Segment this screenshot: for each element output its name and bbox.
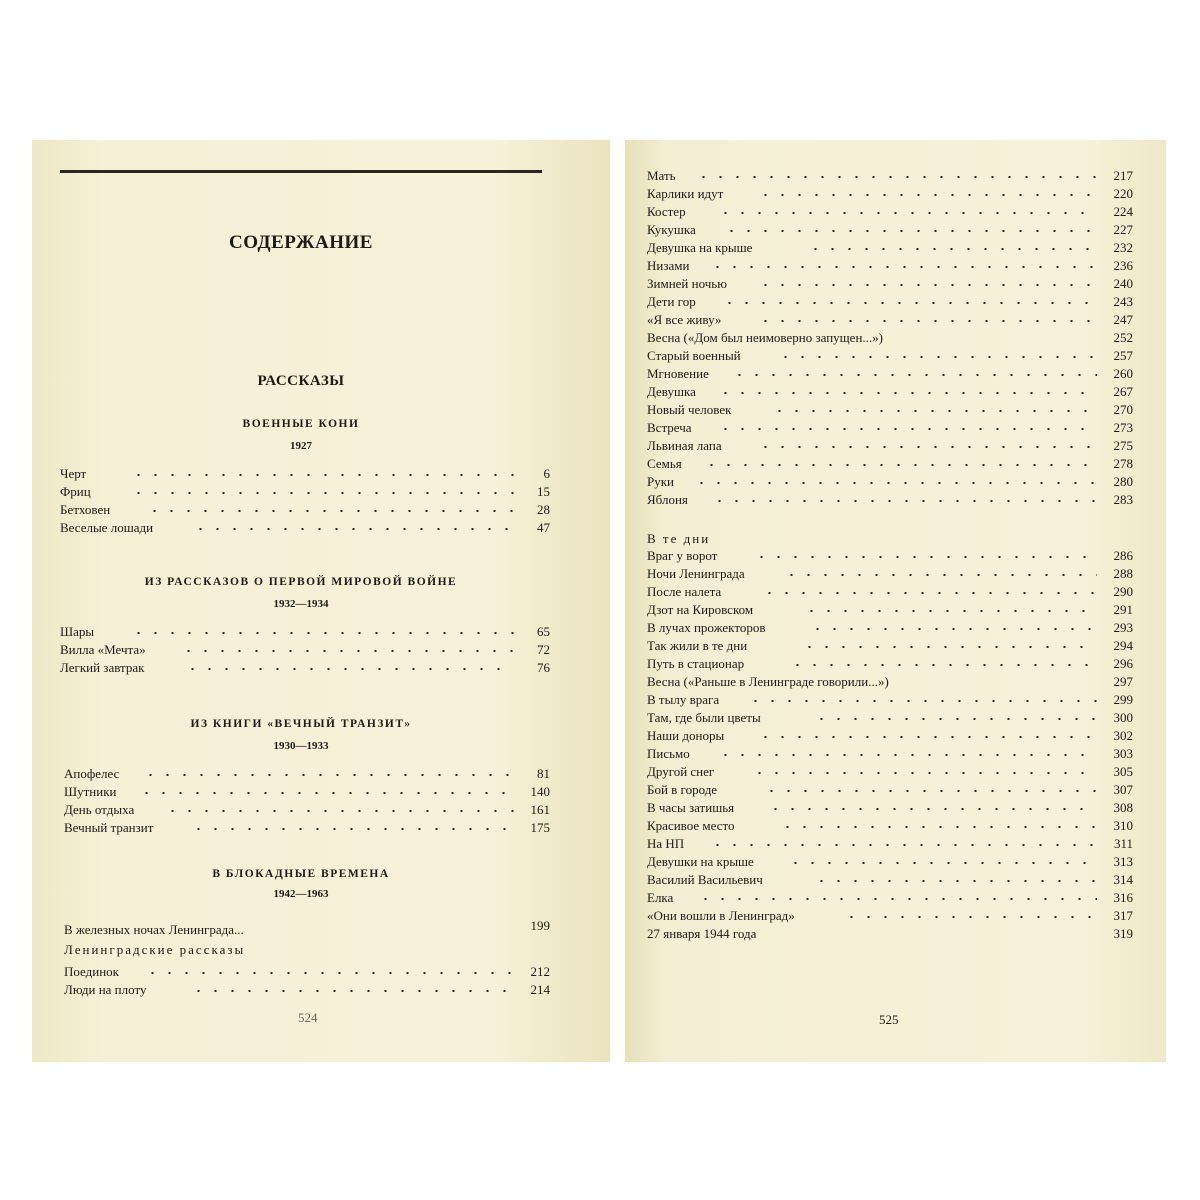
toc-entry bbox=[647, 728, 1133, 746]
toc-entry bbox=[60, 484, 550, 502]
entry-title: Дети гор bbox=[647, 294, 696, 309]
toc-entry bbox=[647, 836, 1133, 854]
entry-page: 278 bbox=[1113, 456, 1133, 471]
entry-title: Встреча bbox=[647, 420, 692, 435]
entry-page: 294 bbox=[1113, 638, 1133, 653]
leader-dots bbox=[843, 916, 1097, 918]
entry-page: 47 bbox=[537, 520, 550, 535]
entry-title: Весна («Раньше в Ленинграде говорили...») bbox=[647, 674, 889, 689]
leader-dots bbox=[717, 428, 1097, 430]
toc-entry bbox=[647, 908, 1133, 926]
leader-dots bbox=[180, 650, 514, 652]
leader-dots bbox=[723, 230, 1097, 232]
entry-page: 240 bbox=[1113, 276, 1133, 291]
entry-title: Карлики идут bbox=[647, 186, 724, 201]
toc-entry bbox=[60, 466, 550, 484]
leader-dots bbox=[138, 792, 514, 794]
toc-entry bbox=[64, 766, 550, 784]
entry-page: 81 bbox=[537, 766, 550, 781]
leader-dots bbox=[813, 880, 1097, 882]
group-title: В те дни bbox=[647, 531, 711, 546]
leader-dots bbox=[711, 500, 1097, 502]
entry-title: Василий Васильевич bbox=[647, 872, 763, 887]
leader-dots bbox=[807, 248, 1097, 250]
entry-page: 317 bbox=[1113, 908, 1133, 923]
toc-entry bbox=[647, 420, 1133, 438]
entry-title: Враг у ворот bbox=[647, 548, 718, 563]
entry-page: 270 bbox=[1113, 402, 1133, 417]
leader-dots bbox=[192, 528, 514, 530]
leader-dots bbox=[146, 510, 514, 512]
entry-page: 65 bbox=[537, 624, 550, 639]
toc-entry bbox=[647, 348, 1133, 366]
toc-entry bbox=[64, 982, 550, 1000]
toc-entry bbox=[647, 764, 1133, 782]
entry-title: «Я все живу» bbox=[647, 312, 722, 327]
toc-entry bbox=[647, 782, 1133, 800]
leader-dots bbox=[789, 664, 1097, 666]
toc-entry bbox=[647, 330, 1133, 348]
entry-title: «Они вошли в Ленинград» bbox=[647, 908, 795, 923]
entry-title: Кукушка bbox=[647, 222, 696, 237]
entry-title: Дзот на Кировском bbox=[647, 602, 754, 617]
entry-title: Новый человек bbox=[647, 402, 732, 417]
toc-list-bottom bbox=[647, 548, 1133, 944]
entry-title: Девушка bbox=[647, 384, 696, 399]
leader-dots bbox=[717, 754, 1097, 756]
toc-entry bbox=[647, 890, 1133, 908]
toc-entry bbox=[60, 624, 550, 642]
entry-page: 283 bbox=[1113, 492, 1133, 507]
section-years: 1932—1934 bbox=[273, 598, 329, 610]
toc-entry bbox=[647, 276, 1133, 294]
toc-entry bbox=[647, 710, 1133, 728]
entry-page: 247 bbox=[1113, 312, 1133, 327]
entry-page: 15 bbox=[537, 484, 550, 499]
entry-page: 310 bbox=[1113, 818, 1133, 833]
toc-entry bbox=[647, 548, 1133, 566]
leader-dots bbox=[751, 772, 1097, 774]
section-entries bbox=[60, 466, 550, 538]
toc-entry bbox=[647, 384, 1133, 402]
entry-title: Яблоня bbox=[647, 492, 688, 507]
toc-entry bbox=[647, 294, 1133, 312]
entry-page: 314 bbox=[1113, 872, 1133, 887]
entry-page: 227 bbox=[1113, 222, 1133, 237]
entry-title: Вечный транзит bbox=[64, 820, 154, 835]
entry-page: 319 bbox=[1113, 926, 1133, 941]
entry-title: На НП bbox=[647, 836, 685, 851]
leader-dots bbox=[757, 194, 1097, 196]
toc-entry bbox=[64, 918, 550, 942]
entry-title: День отдыха bbox=[64, 802, 135, 817]
toc-entry bbox=[647, 638, 1133, 656]
toc-entry bbox=[647, 584, 1133, 602]
toc-entry bbox=[60, 520, 550, 538]
toc-entry bbox=[64, 802, 550, 820]
toc-entry bbox=[64, 964, 550, 982]
toc-entry bbox=[647, 186, 1133, 204]
toc-entry bbox=[647, 456, 1133, 474]
entry-title: Бой в городе bbox=[647, 782, 718, 797]
leader-dots bbox=[164, 810, 514, 812]
leader-dots bbox=[757, 446, 1097, 448]
toc-entry bbox=[64, 942, 550, 964]
entry-title: Вилла «Мечта» bbox=[60, 642, 146, 657]
toc-entry bbox=[647, 366, 1133, 384]
leader-dots bbox=[787, 862, 1097, 864]
toc-entry bbox=[647, 872, 1133, 890]
entry-title: Наши доноры bbox=[647, 728, 725, 743]
section-title: ВОЕННЫЕ КОНИ bbox=[242, 418, 360, 430]
section-entries bbox=[64, 766, 550, 838]
top-rule bbox=[60, 170, 542, 173]
toc-entry bbox=[647, 312, 1133, 330]
entry-title: Костер bbox=[647, 204, 686, 219]
toc-entry bbox=[647, 258, 1133, 276]
entry-title: Черт bbox=[60, 466, 87, 481]
leader-dots bbox=[190, 828, 514, 830]
leader-dots bbox=[757, 320, 1097, 322]
leader-dots bbox=[693, 482, 1097, 484]
toc-entry bbox=[647, 620, 1133, 638]
leader-dots bbox=[130, 632, 514, 634]
entry-title: Зимней ночью bbox=[647, 276, 727, 291]
toc-entry bbox=[647, 438, 1133, 456]
entry-page: 212 bbox=[530, 964, 550, 979]
leader-dots bbox=[757, 284, 1097, 286]
entry-page: 252 bbox=[1113, 330, 1133, 345]
entry-page: 305 bbox=[1113, 764, 1133, 779]
leader-dots bbox=[717, 392, 1097, 394]
entry-title: Письмо bbox=[647, 746, 690, 761]
entry-page: 273 bbox=[1113, 420, 1133, 435]
entry-title: Ночи Ленинграда bbox=[647, 566, 745, 581]
entry-page: 28 bbox=[537, 502, 550, 517]
leader-dots bbox=[767, 808, 1097, 810]
leader-dots bbox=[747, 700, 1097, 702]
entry-title: Ленинградские рассказы bbox=[64, 942, 246, 957]
leader-dots bbox=[130, 492, 514, 494]
entry-title: Весна («Дом был неимоверно запущен...») bbox=[647, 330, 883, 345]
entry-page: 293 bbox=[1113, 620, 1133, 635]
toc-entry bbox=[64, 784, 550, 802]
entry-page: 296 bbox=[1113, 656, 1133, 671]
entry-page: 76 bbox=[537, 660, 550, 675]
entry-title: В часы затишья bbox=[647, 800, 735, 815]
entry-title: Мгновение bbox=[647, 366, 709, 381]
entry-page: 140 bbox=[530, 784, 550, 799]
entry-page: 260 bbox=[1113, 366, 1133, 381]
entry-title: Девушки на крыше bbox=[647, 854, 754, 869]
entry-page: 243 bbox=[1113, 294, 1133, 309]
leader-dots bbox=[771, 410, 1097, 412]
entry-title: Поединок bbox=[64, 964, 119, 979]
section-title: ИЗ КНИГИ «ВЕЧНЫЙ ТРАНЗИТ» bbox=[190, 718, 412, 730]
leader-dots bbox=[761, 592, 1097, 594]
entry-title: В лучах прожекторов bbox=[647, 620, 766, 635]
toc-entry bbox=[647, 168, 1133, 186]
entry-title: Шутники bbox=[64, 784, 117, 799]
entry-title: Семья bbox=[647, 456, 682, 471]
entry-page: 214 bbox=[530, 982, 550, 997]
toc-entry bbox=[647, 602, 1133, 620]
entry-page: 303 bbox=[1113, 746, 1133, 761]
toc-entry bbox=[60, 660, 550, 678]
leader-dots bbox=[142, 774, 514, 776]
entry-page: 220 bbox=[1113, 186, 1133, 201]
entry-page: 311 bbox=[1113, 836, 1133, 851]
toc-entry bbox=[647, 402, 1133, 420]
entry-page: 297 bbox=[1113, 674, 1133, 689]
toc-entry bbox=[647, 692, 1133, 710]
entry-title: Веселые лошади bbox=[60, 520, 154, 535]
entry-title: Девушка на крыше bbox=[647, 240, 753, 255]
entry-page: 217 bbox=[1113, 168, 1133, 183]
leader-dots bbox=[709, 266, 1097, 268]
toc-entry bbox=[64, 820, 550, 838]
leader-dots bbox=[731, 374, 1097, 376]
leader-dots bbox=[809, 628, 1097, 630]
entry-page: 161 bbox=[530, 802, 550, 817]
entry-title: Легкий завтрак bbox=[60, 660, 145, 675]
entry-title: Там, где были цветы bbox=[647, 710, 761, 725]
entry-page: 290 bbox=[1113, 584, 1133, 599]
section-entries bbox=[64, 918, 550, 1000]
entry-title: В тылу врага bbox=[647, 692, 720, 707]
entry-title: Руки bbox=[647, 474, 675, 489]
leader-dots bbox=[184, 668, 514, 670]
entry-page: 175 bbox=[530, 820, 550, 835]
toc-entry bbox=[647, 926, 1133, 944]
entry-page: 316 bbox=[1113, 890, 1133, 905]
leader-dots bbox=[144, 972, 514, 974]
entry-title: В железных ночах Ленинграда... bbox=[64, 922, 244, 937]
leader-dots bbox=[709, 844, 1097, 846]
leader-dots bbox=[763, 790, 1097, 792]
entry-page: 6 bbox=[543, 466, 550, 481]
page-number: 524 bbox=[298, 1010, 318, 1025]
toc-entry bbox=[647, 656, 1133, 674]
entry-page: 308 bbox=[1113, 800, 1133, 815]
leader-dots bbox=[753, 556, 1097, 558]
group-heading-wrap bbox=[647, 530, 1133, 548]
entry-title: После налета bbox=[647, 584, 722, 599]
entry-title: Так жили в те дни bbox=[647, 638, 748, 653]
entry-title: Старый военный bbox=[647, 348, 741, 363]
toc-entry bbox=[647, 204, 1133, 222]
leader-dots bbox=[757, 736, 1097, 738]
section-years: 1930—1933 bbox=[273, 740, 329, 752]
leader-dots bbox=[695, 176, 1097, 178]
entry-title: Другой снег bbox=[647, 764, 715, 779]
leader-dots bbox=[717, 212, 1097, 214]
entry-title: 27 января 1944 года bbox=[647, 926, 757, 941]
right-page bbox=[625, 140, 1166, 1062]
toc-entry bbox=[647, 674, 1133, 692]
entry-page: 275 bbox=[1113, 438, 1133, 453]
entry-page: 300 bbox=[1113, 710, 1133, 725]
entry-page: 313 bbox=[1113, 854, 1133, 869]
entry-page: 299 bbox=[1113, 692, 1133, 707]
entry-title: Красивое место bbox=[647, 818, 735, 833]
entry-page: 257 bbox=[1113, 348, 1133, 363]
entry-page: 236 bbox=[1113, 258, 1133, 273]
toc-entry bbox=[647, 240, 1133, 258]
leader-dots bbox=[783, 574, 1097, 576]
toc-entry bbox=[647, 222, 1133, 240]
contents-heading: СОДЕРЖАНИЕ bbox=[229, 232, 373, 253]
leader-dots bbox=[803, 610, 1097, 612]
leader-dots bbox=[777, 356, 1097, 358]
left-page bbox=[32, 140, 610, 1062]
entry-title: Люди на плоту bbox=[64, 982, 147, 997]
leader-dots bbox=[190, 990, 514, 992]
toc-entry bbox=[647, 818, 1133, 836]
entry-title: Шары bbox=[60, 624, 95, 639]
entry-page: 267 bbox=[1113, 384, 1133, 399]
entry-page: 224 bbox=[1113, 204, 1133, 219]
toc-entry bbox=[647, 566, 1133, 584]
section-title: ИЗ РАССКАЗОВ О ПЕРВОЙ МИРОВОЙ ВОЙНЕ bbox=[144, 576, 458, 588]
toc-entry bbox=[60, 642, 550, 660]
toc-entry bbox=[60, 502, 550, 520]
section-entries bbox=[60, 624, 550, 678]
entry-page: 291 bbox=[1113, 602, 1133, 617]
leader-dots bbox=[721, 302, 1097, 304]
entry-page: 302 bbox=[1113, 728, 1133, 743]
leader-dots bbox=[703, 464, 1097, 466]
leader-dots bbox=[779, 826, 1097, 828]
section-title: В БЛОКАДНЫЕ ВРЕМЕНА bbox=[212, 868, 390, 880]
entry-title: Мать bbox=[647, 168, 676, 183]
entry-page: 280 bbox=[1113, 474, 1133, 489]
entry-title: Львиная лапа bbox=[647, 438, 722, 453]
leader-dots bbox=[697, 898, 1097, 900]
entry-title: Апофелес bbox=[64, 766, 120, 781]
entry-page: 307 bbox=[1113, 782, 1133, 797]
page-number: 525 bbox=[879, 1012, 899, 1027]
entry-page: 199 bbox=[530, 918, 550, 933]
toc-list-top bbox=[647, 168, 1133, 510]
entry-title: Бетховен bbox=[60, 502, 111, 517]
leader-dots bbox=[801, 646, 1097, 648]
entry-page: 288 bbox=[1113, 566, 1133, 581]
toc-entry bbox=[647, 746, 1133, 764]
leader-dots bbox=[813, 718, 1097, 720]
entry-title: Путь в стационар bbox=[647, 656, 745, 671]
entry-page: 232 bbox=[1113, 240, 1133, 255]
entry-title: Елка bbox=[647, 890, 674, 905]
section-years: 1927 bbox=[290, 440, 312, 452]
part-title: РАССКАЗЫ bbox=[257, 373, 345, 389]
leader-dots bbox=[130, 474, 514, 476]
toc-entry bbox=[647, 492, 1133, 510]
toc-entry bbox=[647, 474, 1133, 492]
entry-title: Низами bbox=[647, 258, 690, 273]
entry-page: 72 bbox=[537, 642, 550, 657]
entry-page: 286 bbox=[1113, 548, 1133, 563]
section-years: 1942—1963 bbox=[273, 888, 329, 900]
toc-entry bbox=[647, 800, 1133, 818]
entry-title: Фриц bbox=[60, 484, 91, 499]
toc-entry bbox=[647, 854, 1133, 872]
